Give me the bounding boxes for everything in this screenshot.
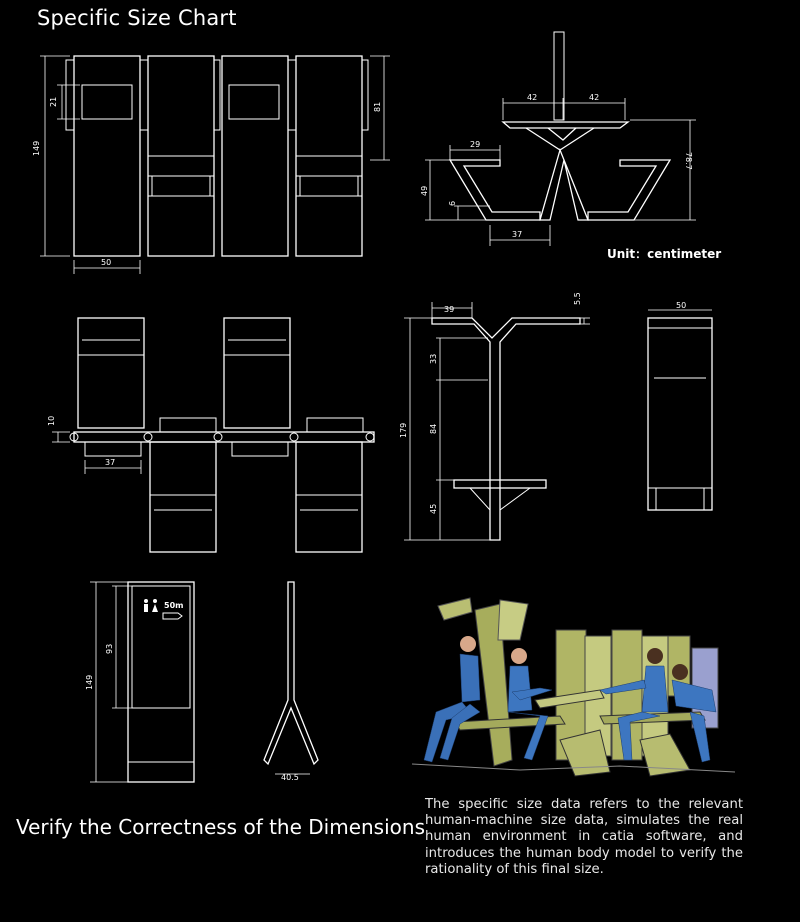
- restroom-icon-female: [153, 599, 157, 603]
- front-dimension-lines: [40, 56, 390, 274]
- dim-front-width: 50: [101, 258, 112, 267]
- arrow-icon: [163, 613, 182, 619]
- dim-plan-seat: 37: [105, 458, 116, 467]
- end-view-drawing: [648, 310, 712, 510]
- restroom-icon-male: [144, 599, 148, 603]
- side-elevation-drawing: [432, 318, 580, 540]
- dim-side-seat-height: 49: [420, 185, 429, 196]
- dim-front-screen: 21: [49, 96, 58, 107]
- sign-distance-text: 50m: [164, 601, 184, 610]
- dim-end-width: 50: [676, 301, 687, 310]
- plan-view-drawing: [70, 318, 374, 552]
- dim-side-height: 78.7: [684, 152, 693, 170]
- dim-plan-offset: 10: [47, 415, 56, 426]
- dim-elev-seg1: 33: [429, 353, 438, 364]
- sign-panel-drawing: [128, 582, 194, 782]
- unit-label: Unit：centimeter: [607, 247, 722, 261]
- dim-front-panel: 81: [373, 101, 382, 112]
- person-1: [424, 636, 480, 762]
- dim-sign-screen: 93: [105, 643, 114, 654]
- human-model-render: [412, 598, 735, 776]
- dim-side-base: 37: [512, 230, 523, 239]
- side-section-drawing: [450, 32, 670, 220]
- dim-sign-total: 149: [85, 674, 94, 690]
- description-text: The specific size data refers to the relevant human-machine size data, simulates the real human environment in catia software, and introduces the human body model to verify the rationality of this final size.: [425, 797, 743, 877]
- plan-dimension-lines: [52, 432, 141, 474]
- sign-dimension-lines: [90, 582, 132, 782]
- profile-drawing: [264, 582, 318, 774]
- dim-profile-base: 40.5: [281, 773, 299, 782]
- dim-front-height: 149: [32, 140, 41, 156]
- front-elevation-drawing: [66, 56, 368, 256]
- dim-side-foot: 6: [448, 200, 457, 206]
- dim-elev-seg3: 45: [429, 503, 438, 514]
- dim-side-top-right: 42: [589, 93, 600, 102]
- dim-elev-thick: 5.5: [573, 292, 582, 305]
- dim-side-seat-depth: 29: [470, 140, 481, 149]
- dim-side-top-left: 42: [527, 93, 538, 102]
- page-title: Specific Size Chart: [37, 6, 237, 30]
- verify-heading: Verify the Correctness of the Dimensions: [16, 815, 425, 839]
- dim-elev-top: 39: [444, 305, 455, 314]
- dim-elev-total: 179: [399, 422, 408, 438]
- dim-elev-seg2: 84: [429, 423, 438, 434]
